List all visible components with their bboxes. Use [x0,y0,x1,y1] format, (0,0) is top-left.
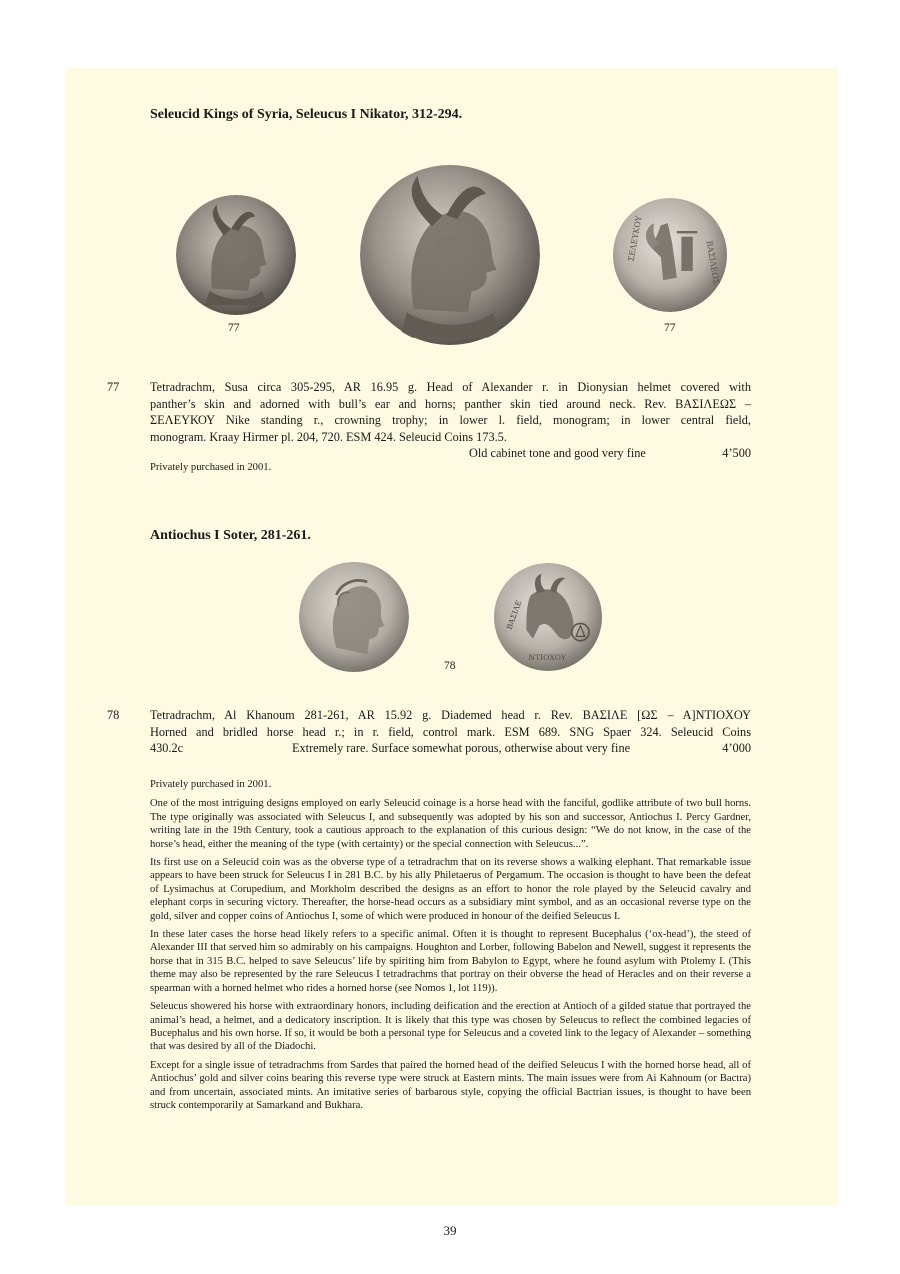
page-number: 39 [443,1223,457,1238]
lot-description-78 [150,707,751,757]
section-heading-seleucus: Seleucid Kings of Syria, Seleucus I Nikator, 312-294. [150,107,463,122]
coin-caption-left: 77 [228,322,240,334]
essay-paragraph-3: In these later cases the horse head likely refers to a specific animal. Often it is thought to represent Bucephalus (‘ox-head’), the steed of Alexander III that served him so admirably on his campaigns. Houghton and Lorber, following Babelon and Newell, suggest it represents the horse that in 315 B.C. helped to save Seleucus’ life by spiriting him from Babylon to Egypt, where he found asylum with Ptolemy I. (This theme may also be represented by the rare Seleucus I tetradrachms that portray on their obverse the head of Heracles and on their reverse a spearman with a horned helmet who rides a horned horse (see Nomos 1, lot 119)). [150,929,751,994]
coin-image-77-obverse-large [360,164,540,346]
coin-image-78-obverse [299,561,409,673]
lot-77-provenance: Privately purchased in 2001. [150,462,272,473]
lot-78-grade: Extremely rare. Surface somewhat porous, otherwise about very fine [292,741,631,755]
essay-paragraph-1: One of the most intriguing designs employed on early Seleucid coinage is a horse head with the fanciful, godlike attribute of two bull horns. The type originally was associated with Seleucus I, and subsequently was adopted by his son and successor, Antiochus I. Percy Gardner, writing late in the 19th Century, took a cautious approach to the explanation of this curious design: “We do not know, in the case of the horse’s head, either the meaning of the type (with certainty) or the special connection with Seleucus...”. [150,798,751,850]
legend-nike-left: ΣΕΛΕΥΚΟΥ [626,215,644,263]
legend-horse-bottom: ΝΤΙΟΧΟΥ [528,653,566,663]
essay [150,778,751,1112]
legend-horse-left: ΒΑΣΙΛΕ [504,599,524,631]
lot-78-provenance: Privately purchased in 2001. [150,779,272,790]
lot-77-line-1: Tetradrachm, Susa circa 305-295, AR 16.95 g. Head of Alexander r. in Dionysian helmet covered with [150,380,751,394]
lot-77-estimate: 4’500 [722,446,751,460]
essay-paragraph-4: Seleucus showered his horse with extraordinary honors, including deification and the erection at Antioch of a gilded statue that portrayed the animal’s head, a helmet, and a dedicatory inscription. It is likely that this type was chosen by Seleucus to reflect the combined legacies of Bucephalus and his own horse. If so, it would be both a personal type for Seleucus and a coveted link to the legacy of Alexander – something that was desired by all of the Diadochi. [150,1001,751,1053]
coin-image-77-reverse [612,198,728,312]
lot-78-line-2: Horned and bridled horse head r.; in r. field, control mark. ESM 689. SNG Spaer 324. Seleucid Coins [150,724,751,739]
lot-77-line-4: monogram. Kraay Hirmer pl. 204, 720. ESM 424. Seleucid Coins 173.5. [150,429,507,444]
lot-78-line-1: Tetradrachm, Al Khanoum 281-261, AR 15.92 g. Diademed head r. Rev. ΒΑΣΙΛΕ [ΩΣ – Α]ΝΤΙΟΧΟΥ [150,708,751,722]
lot-77-line-2: panther’s skin and adorned with bull’s ear and horns; panther skin tied around neck. Rev. ΒΑΣΙΛΕΩΣ – [150,396,751,411]
lot-77-grade: Old cabinet tone and good very fine [469,446,646,460]
coin-caption-right: 77 [664,322,676,334]
lot-description-77 [150,379,751,462]
coin-image-77-obverse-small [176,194,296,316]
lot-78-estimate: 4’000 [722,741,751,755]
coin-image-78-reverse [493,563,603,671]
essay-paragraph-2: Its first use on a Seleucid coin was as the obverse type of a tetradrachm that on its reverse shows a walking elephant. That remarkable issue appears to have been struck for Seleucus I in 281 B.C. by his ally Philetaerus of Pergamum. The occasion is thought to have been the defeat of Lysimachus at Corupedium, and Morkholm described the designs as an effort to honor the role played by the Seleucid cavalry and elephant corps in securing victory. Thereafter, the horse-head occurs as a subsidiary mint symbol, and as an occasional reverse type on the gold, silver and copper coins of Antiochus I, some of which were produced in honour of the deified Seleucus I. [150,857,751,922]
lot-number-77: 77 [107,380,120,394]
essay-paragraph-5: Except for a single issue of tetradrachms from Sardes that paired the horned head of the deified Seleucus I with the horned horse head, all of Antiochus’ gold and silver coins bearing this reverse type were struck at Eastern mints. The main issues were from Ai Kahnoum (or Bactra) and from uncertain, associated mints. An imitative series of barbarous style, copying the official Bactrian issues, is thought to have been struck contemporarily at Samarkand and Bukhara. [150,1059,751,1111]
coin-caption-78: 78 [444,660,456,672]
section-heading-antiochus: Antiochus I Soter, 281-261. [150,528,311,543]
lot-77-line-3: ΣΕΛΕΥΚΟΥ Nike standing r., crowning trophy; in lower l. field, monogram; in lower central field, [150,413,751,427]
lot-number-78: 78 [107,708,120,722]
lot-78-line-3: 430.2c [150,741,184,755]
legend-nike-right: ΒΑΣΙΛΕΩΣ [704,240,722,286]
